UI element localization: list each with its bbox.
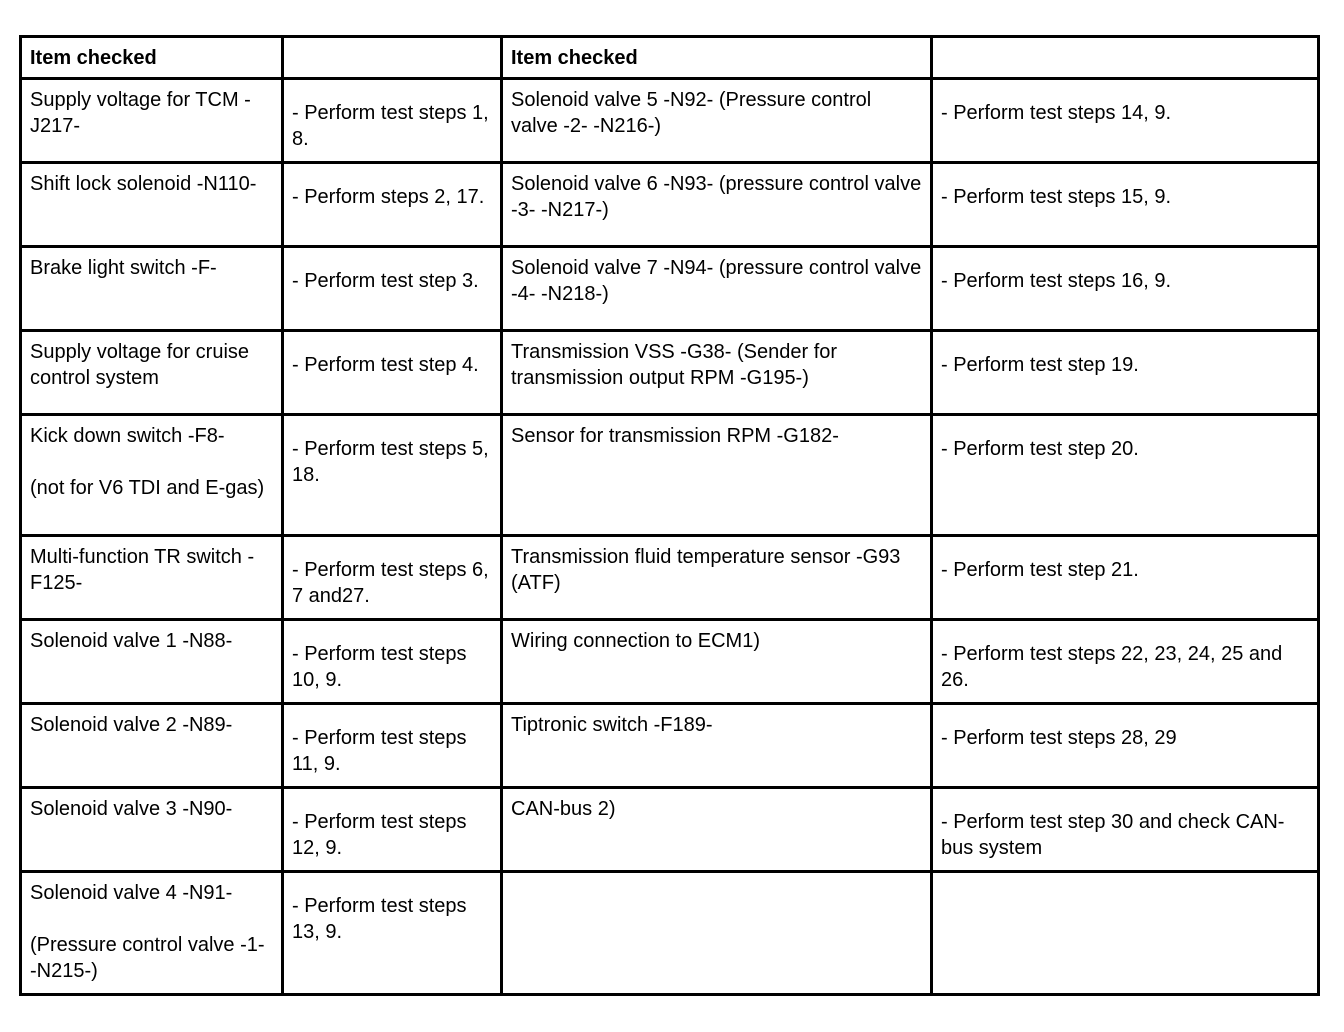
header-action-right: [932, 37, 1319, 79]
table-row: [21, 704, 1319, 788]
action-text: - Perform test steps 6, 7 and27.: [292, 559, 489, 607]
action-text: - Perform test steps 11, 9.: [292, 727, 467, 775]
action-cell: [283, 872, 502, 995]
item-cell: [502, 536, 932, 620]
action-cell: [283, 536, 502, 620]
action-text: - Perform test steps 14, 9.: [941, 102, 1172, 124]
item-cell: [21, 331, 283, 415]
action-text: - Perform steps 2, 17.: [292, 186, 485, 208]
action-cell: [932, 415, 1319, 536]
table-row: [21, 536, 1319, 620]
item-note: (Pressure control valve -1- -N215-): [30, 934, 265, 982]
item-text: Transmission fluid temperature sensor -G93 (ATF): [511, 546, 901, 594]
item-cell: [21, 247, 283, 331]
item-text: Wiring connection to ECM1): [511, 630, 760, 652]
action-text: - Perform test steps 28, 29: [941, 727, 1177, 749]
item-cell: [502, 163, 932, 247]
item-text: Solenoid valve 7 -N94- (pressure control valve -4- -N218-): [511, 257, 922, 305]
item-text: Solenoid valve 4 -N91-: [30, 882, 233, 904]
item-text: Supply voltage for cruise control system: [30, 341, 250, 389]
header-row: [21, 37, 1319, 79]
item-text: Multi-function TR switch -F125-: [30, 546, 255, 594]
action-text: - Perform test step 30 and check CAN-bus system: [941, 811, 1285, 859]
item-cell: [502, 704, 932, 788]
action-cell: [283, 331, 502, 415]
table-row: [21, 79, 1319, 163]
action-cell: [932, 536, 1319, 620]
action-text: - Perform test step 20.: [941, 438, 1139, 460]
item-text: Solenoid valve 3 -N90-: [30, 798, 233, 820]
item-text: Tiptronic switch -F189-: [511, 714, 713, 736]
action-text: - Perform test steps 12, 9.: [292, 811, 467, 859]
test-steps-table: [19, 35, 1320, 996]
action-cell: [932, 620, 1319, 704]
action-cell: [283, 163, 502, 247]
item-cell: [21, 536, 283, 620]
action-text: - Perform test step 21.: [941, 559, 1139, 581]
action-text: - Perform test steps 5, 18.: [292, 438, 489, 486]
action-cell: [283, 620, 502, 704]
header-item-checked-right: Item checked: [502, 37, 932, 79]
item-cell: [502, 79, 932, 163]
action-cell: [283, 704, 502, 788]
item-cell: [21, 788, 283, 872]
action-cell: [932, 163, 1319, 247]
item-text: Solenoid valve 5 -N92- (Pressure control valve -2- -N216-): [511, 89, 872, 137]
action-text: - Perform test steps 1, 8.: [292, 102, 489, 150]
action-text: - Perform test steps 15, 9.: [941, 186, 1172, 208]
action-cell: [283, 788, 502, 872]
item-text: Solenoid valve 1 -N88-: [30, 630, 233, 652]
item-text: CAN-bus 2): [511, 798, 616, 820]
action-cell: [283, 415, 502, 536]
action-cell: [283, 247, 502, 331]
action-text: - Perform test steps 13, 9.: [292, 895, 467, 943]
action-text: - Perform test step 4.: [292, 354, 479, 376]
action-cell: [932, 331, 1319, 415]
action-text: [941, 880, 1309, 893]
item-text: Transmission VSS -G38- (Sender for transmission output RPM -G195-): [511, 341, 838, 389]
item-text: Solenoid valve 2 -N89-: [30, 714, 233, 736]
action-text: - Perform test steps 10, 9.: [292, 643, 467, 691]
action-text: - Perform test steps 22, 23, 24, 25 and 26.: [941, 643, 1283, 691]
table-row: [21, 247, 1319, 331]
item-text: Kick down switch -F8-: [30, 425, 225, 447]
action-cell: [283, 79, 502, 163]
action-cell: [932, 872, 1319, 995]
action-cell: [932, 788, 1319, 872]
table-row: [21, 620, 1319, 704]
action-cell: [932, 247, 1319, 331]
item-text: Solenoid valve 6 -N93- (pressure control valve -3- -N217-): [511, 173, 922, 221]
item-cell: [21, 620, 283, 704]
action-text: - Perform test step 3.: [292, 270, 479, 292]
item-cell: [502, 872, 932, 995]
table-row: [21, 415, 1319, 536]
item-cell: [502, 788, 932, 872]
table-row: [21, 872, 1319, 995]
item-text: Sensor for transmission RPM -G182-: [511, 425, 839, 447]
action-cell: [932, 79, 1319, 163]
table-row: [21, 163, 1319, 247]
action-text: - Perform test step 19.: [941, 354, 1139, 376]
item-text: Brake light switch -F-: [30, 257, 217, 279]
table-row: [21, 331, 1319, 415]
item-cell: [502, 331, 932, 415]
item-text: Shift lock solenoid -N110-: [30, 173, 257, 195]
item-cell: [21, 872, 283, 995]
action-text: - Perform test steps 16, 9.: [941, 270, 1172, 292]
item-note: (not for V6 TDI and E-gas): [30, 477, 265, 499]
table-row: [21, 788, 1319, 872]
item-cell: [21, 163, 283, 247]
item-cell: [21, 79, 283, 163]
action-cell: [932, 704, 1319, 788]
header-item-checked-left: Item checked: [21, 37, 283, 79]
item-text: Supply voltage for TCM -J217-: [30, 89, 251, 137]
item-cell: [502, 247, 932, 331]
item-cell: [21, 415, 283, 536]
header-action-left: [283, 37, 502, 79]
item-cell: [502, 620, 932, 704]
item-cell: [502, 415, 932, 536]
item-cell: [21, 704, 283, 788]
